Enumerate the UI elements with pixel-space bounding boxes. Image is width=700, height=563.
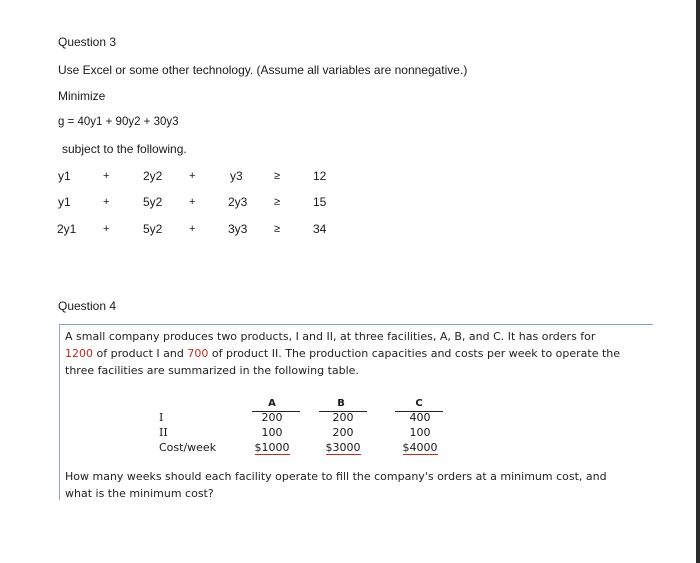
cell-ii-b: 200 — [332, 426, 354, 439]
q4-line-2-end: of product II. The production capacities and costs per week to operate the — [208, 347, 621, 360]
question-4-box — [59, 324, 653, 500]
question-4-prompt — [65, 468, 651, 502]
table-header-b: B — [337, 398, 345, 409]
constraint-1-term-c: y3 — [230, 169, 243, 183]
constraint-1-plus-2: + — [189, 170, 196, 182]
constraint-3-relation: ≥ — [274, 223, 281, 235]
cost-a-value: $1000 — [254, 441, 290, 454]
question-4-text — [65, 328, 651, 379]
constraint-1-relation: ≥ — [274, 170, 281, 182]
constraint-1-term-a: y1 — [58, 169, 71, 183]
constraint-1-term-b: 2y2 — [143, 169, 163, 183]
q4-question-line-1: How many weeks should each facility operate to fill the company's orders at a minimum cost, and — [65, 470, 607, 483]
q4-line-2-mid: of product I and — [93, 347, 188, 360]
constraint-2-term-a: y1 — [58, 195, 71, 209]
constraint-3-term-b: 5y2 — [143, 222, 163, 236]
cell-cost-c — [395, 441, 445, 454]
q4-line-2 — [65, 345, 651, 362]
row-label-cost: Cost/week — [159, 441, 217, 454]
table-header-c: C — [415, 398, 423, 409]
question-3-title: Question 3 — [58, 35, 117, 49]
constraint-3-plus-1: + — [103, 223, 110, 235]
question-4-title: Question 4 — [58, 299, 117, 313]
cost-b-value: $3000 — [325, 441, 361, 454]
constraint-3-rhs: 34 — [313, 222, 327, 236]
constraint-2-plus-2: + — [189, 196, 196, 208]
question-3-instructions: Use Excel or some other technology. (Assume all variables are nonnegative.) — [58, 63, 468, 77]
cell-i-b: 200 — [332, 411, 354, 424]
table-header-a: A — [268, 398, 276, 409]
cell-i-a: 200 — [261, 411, 283, 424]
q4-question-line-2: what is the minimum cost? — [65, 487, 214, 500]
constraint-1-plus-1: + — [103, 170, 110, 182]
constraint-2-term-b: 5y2 — [143, 195, 163, 209]
objective-function: g = 40y1 + 90y2 + 30y3 — [58, 116, 179, 128]
cost-c-value: $4000 — [402, 441, 438, 454]
constraint-1-rhs: 12 — [313, 169, 327, 183]
constraint-3-term-a: 2y1 — [57, 222, 77, 236]
subject-to-label: subject to the following. — [62, 142, 187, 156]
window-right-edge — [696, 0, 700, 563]
minimize-label: Minimize — [58, 89, 106, 103]
row-label-ii: II — [159, 426, 168, 439]
constraint-2-relation: ≥ — [274, 196, 281, 208]
cell-ii-c: 100 — [409, 426, 431, 439]
constraint-2-term-c: 2y3 — [228, 195, 248, 209]
constraint-2-rhs: 15 — [313, 195, 327, 209]
constraint-3-plus-2: + — [189, 223, 196, 235]
q4-line-1: A small company produces two products, I and II, at three facilities, A, B, and C. It has orders for — [65, 330, 596, 343]
box-left-border — [59, 325, 60, 500]
constraint-3-term-c: 3y3 — [228, 222, 248, 236]
cell-ii-a: 100 — [261, 426, 283, 439]
row-label-i: I — [159, 411, 164, 424]
order-qty-product-2: 700 — [187, 347, 209, 360]
constraint-2-plus-1: + — [103, 196, 110, 208]
cell-cost-a — [247, 441, 297, 454]
q4-line-3: three facilities are summarized in the following table. — [65, 364, 359, 377]
order-qty-product-1: 1200 — [65, 347, 93, 360]
cell-cost-b — [318, 441, 368, 454]
cell-i-c: 400 — [409, 411, 431, 424]
